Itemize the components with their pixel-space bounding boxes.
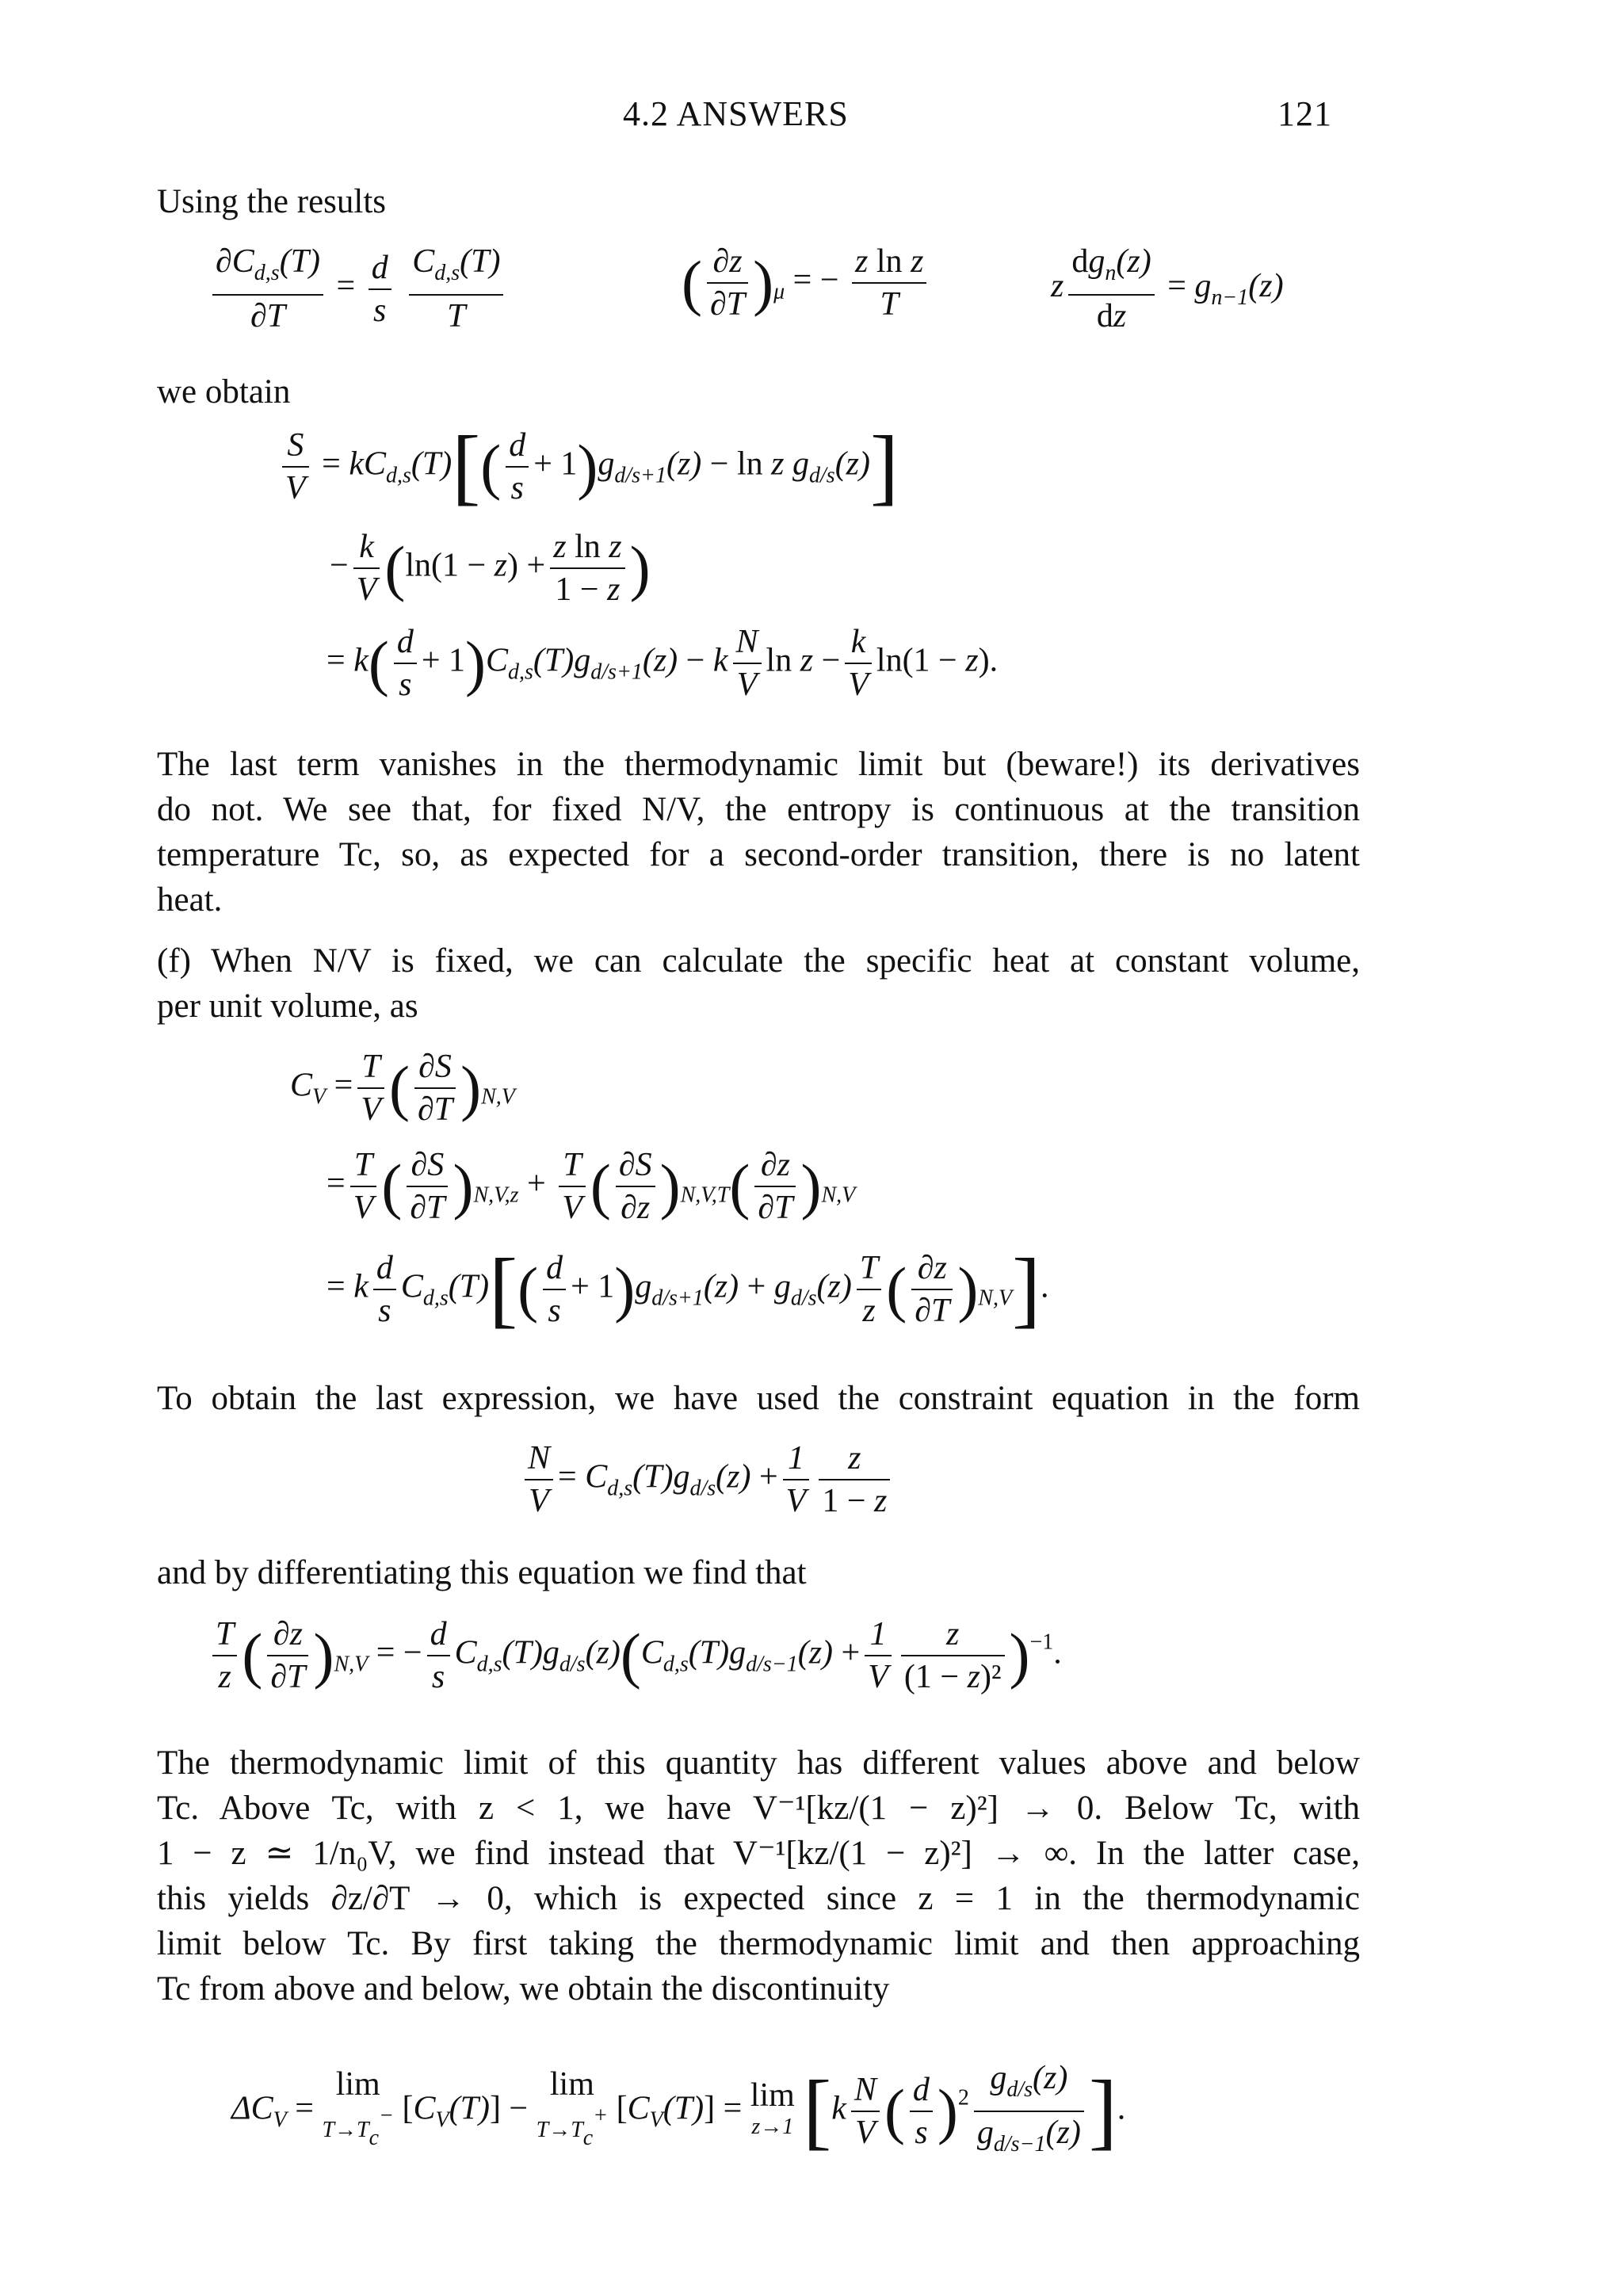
equation-entropy-2: − $\frac{k}{V}$ (ln(1 − z) + $\frac{\text{z ln z}}{1 - z}$ ) bbox=[330, 526, 651, 610]
equation-delta-cv: $\Delta C_V$ = lim $T\to T_c^-$ $[C_V(T)]$ − lim $T\to T_c^+$ $[C_V(T)]$ = lim z→1 [k $\frac{N}{V}$ ( $\frac{d}{s}$ )$^2$ $\frac{g_{d/s}(z)}{g_{d/s-1}(z)}$ ]. bbox=[231, 2057, 1125, 2165]
text-line: limit below Tc. By first taking the thermodynamic limit and then approaching bbox=[157, 1925, 1360, 1962]
equation-cv-2: = $\frac{T}{V}$ ( $\frac{\partial S}{\partial T}$ )$_{N,V,z}$ + $\frac{T}{V}$ ( $\frac{\partial S}{\partial z}$ )$_{N,V,T}$( $\frac{\partial z}{\partial T}$ )$_{N,V}$ bbox=[327, 1144, 855, 1228]
text-line: do not. We see that, for fixed N/V, the entropy is continuous at the transition bbox=[157, 791, 1360, 828]
text-line: (f) When N/V is fixed, we can calculate the specific heat at constant volume, bbox=[157, 942, 1360, 980]
equation-entropy-3: = k( $\frac{d}{s}$ + $1)C_{d,s}(T)g_{d/s+1}(z) - k$ $\frac{N}{V}$ ln z − $\frac{k}{V}$ ln(1 − z). bbox=[327, 621, 998, 705]
intro-text bbox=[157, 179, 1360, 224]
text-line: this yields ∂z/∂T → 0, which is expected since z = 1 in the thermodynamic bbox=[157, 1880, 1360, 1917]
text-line: The last term vanishes in the thermodynamic limit but (beware!) its derivatives bbox=[157, 746, 1360, 783]
paragraph-entropy bbox=[157, 742, 1360, 923]
running-head bbox=[0, 94, 1623, 141]
equation-constraint: $\frac{N}{V}$ = $C_{d,s}(T)g_{d/s}(z)$ + $\frac{1}{V}$ $\frac{z}{1 - z}$ bbox=[520, 1438, 895, 1522]
we-obtain-text bbox=[157, 369, 1360, 415]
equation-results-2: ( $\frac{\partial z}{\partial T}$ )$_\mu$ = − $\frac{\text{z ln z}}{T}$ bbox=[682, 241, 931, 325]
text-line: To obtain the last expression, we have used the constraint equation in the form bbox=[157, 1380, 1360, 1417]
text-line: per unit volume, as bbox=[157, 988, 418, 1025]
text-line: Tc from above and below, we obtain the discontinuity bbox=[157, 1970, 890, 2008]
text-line: Tc. Above Tc, with z < 1, we have V⁻¹[kz/(1 − z)²] → 0. Below Tc, with bbox=[157, 1790, 1360, 1827]
section-title: 4.2 ANSWERS bbox=[623, 94, 849, 133]
paragraph-part-f bbox=[157, 938, 1360, 1029]
equation-dz-dt: $\frac{T}{z}$ ( $\frac{\partial z}{\partial T}$ )$_{N,V}$ = − $\frac{d}{s}$ $C_{d,s}(T)g_{d/s}(z)(C_{d,s}(T)g_{d/s-1}(z)$ + $\frac{1}{V}$ $\frac{z}{\text{(1 − z)²}}$ )$^{-1}$. bbox=[208, 1614, 1062, 1698]
constraint-text bbox=[157, 1376, 1360, 1421]
text-line: temperature Tc, so, as expected for a second-order transition, there is no latent bbox=[157, 836, 1360, 873]
page-number: 121 bbox=[1277, 94, 1332, 133]
equation-cv-3: = k $\frac{d}{s}$ $C_{d,s}(T)$[( $\frac{d}{s}$ + $1)g_{d/s+1}(z) + g_{d/s}(z)$ $\frac{T}{z}$ ( $\frac{\partial z}{\partial T}$ )$_{N,V}$]. bbox=[327, 1241, 1049, 1336]
text-line: Using the results bbox=[157, 183, 387, 220]
text-line: and by differentiating this equation we find that bbox=[157, 1554, 807, 1591]
paragraph-limit bbox=[157, 1740, 1360, 2011]
text-line: The thermodynamic limit of this quantity has different values above and below bbox=[157, 1744, 1360, 1782]
text-line: we obtain bbox=[157, 373, 291, 411]
equation-results-3: z $\frac{dg_n(z)}{dz}$ = $g_{n-1}(z)$ bbox=[1051, 241, 1284, 337]
equation-results-1: $\frac{\partial C_{d,s}(T)}{\partial T}$ = $\frac{d}{s}$ $\frac{C_{d,s}(T)}{T}$ bbox=[208, 241, 508, 337]
text-line: 1 − z ≃ 1/n₀V, we find instead that V⁻¹[kz/(1 − z)²] → ∞. In the latter case, bbox=[157, 1835, 1360, 1872]
equation-entropy-1: $\frac{S}{V}$ = $kC_{d,s}(T)$[( $\frac{d}{s}$ + $1)g_{d/s+1}(z) - \ln z$ $g_{d/s}(z)$] bbox=[277, 425, 899, 509]
differentiating-text bbox=[157, 1550, 1360, 1595]
equation-cv-1: $C_V$ = $\frac{T}{V}$ ( $\frac{\partial S}{\partial T}$ )$_{N,V}$ bbox=[290, 1046, 515, 1130]
text-line: heat. bbox=[157, 881, 223, 919]
